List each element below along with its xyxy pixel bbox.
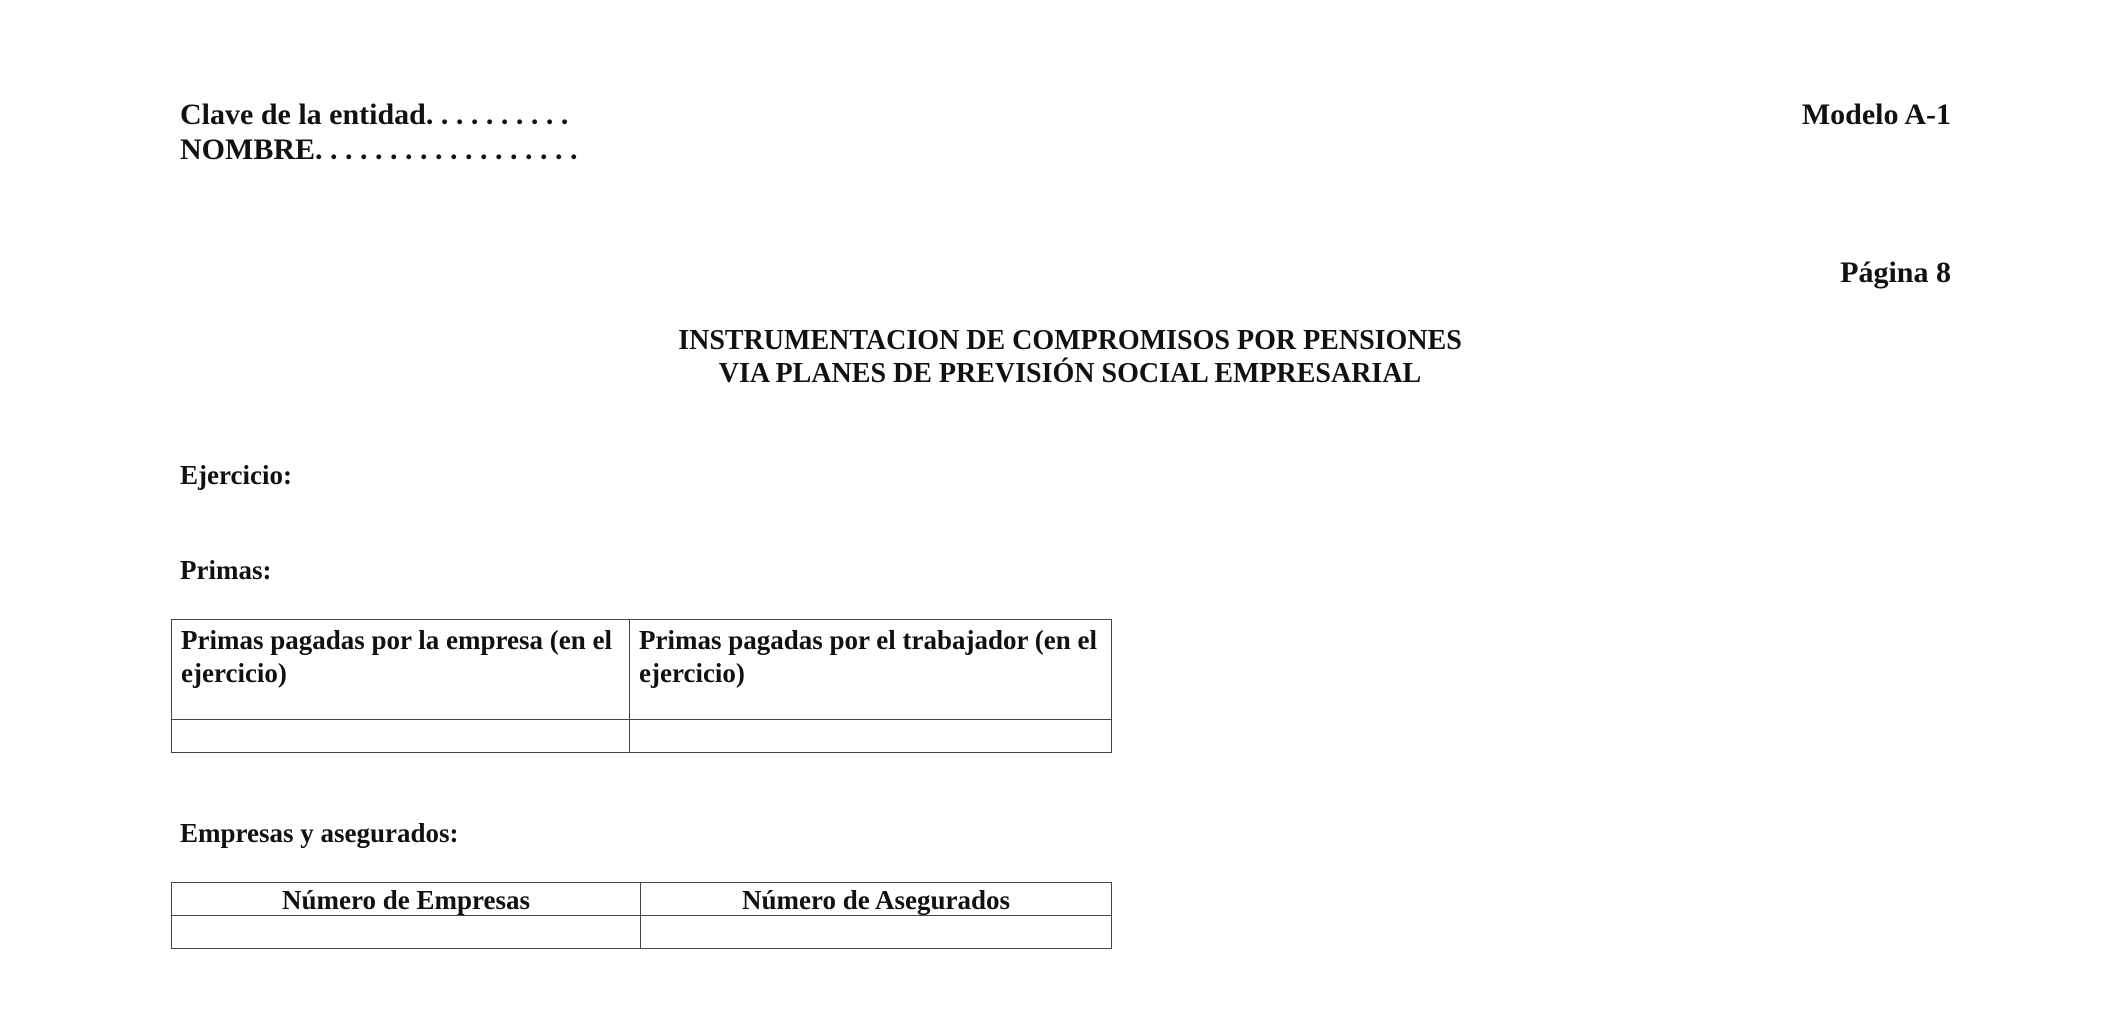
document-title-line-2: VIA PLANES DE PREVISIÓN SOCIAL EMPRESARIAL (718, 358, 1422, 389)
primas-header-trabajador: Primas pagadas por el trabajador (en el ejercicio) (630, 620, 1112, 720)
primas-empresa-value-cell[interactable] (172, 720, 630, 753)
primas-label: Primas: (180, 555, 272, 585)
ejercicio-label: Ejercicio: (180, 460, 292, 490)
table-row (172, 720, 1112, 753)
numero-asegurados-value-cell[interactable] (641, 916, 1112, 949)
table-row (172, 916, 1112, 949)
empresas-header-numero-empresas: Número de Empresas (172, 883, 641, 916)
primas-trabajador-value-cell[interactable] (630, 720, 1112, 753)
table-header-row (172, 883, 1112, 916)
entity-key-label: Clave de la entidad. . . . . . . . . . (180, 98, 569, 131)
table-header-row (172, 620, 1112, 720)
primas-header-empresa: Primas pagadas por la empresa (en el ejercicio) (172, 620, 630, 720)
model-code: Modelo A-1 (1801, 98, 1951, 131)
entity-name-label: NOMBRE. . . . . . . . . . . . . . . . . . (180, 133, 578, 166)
primas-table (171, 619, 1112, 753)
numero-empresas-value-cell[interactable] (172, 916, 641, 949)
empresas-table (171, 882, 1112, 949)
empresas-asegurados-label: Empresas y asegurados: (180, 818, 459, 848)
page-number: Página 8 (1840, 256, 1951, 289)
empresas-header-numero-asegurados: Número de Asegurados (641, 883, 1112, 916)
document-title-line-1: INSTRUMENTACION DE COMPROMISOS POR PENSIONES (678, 325, 1462, 356)
